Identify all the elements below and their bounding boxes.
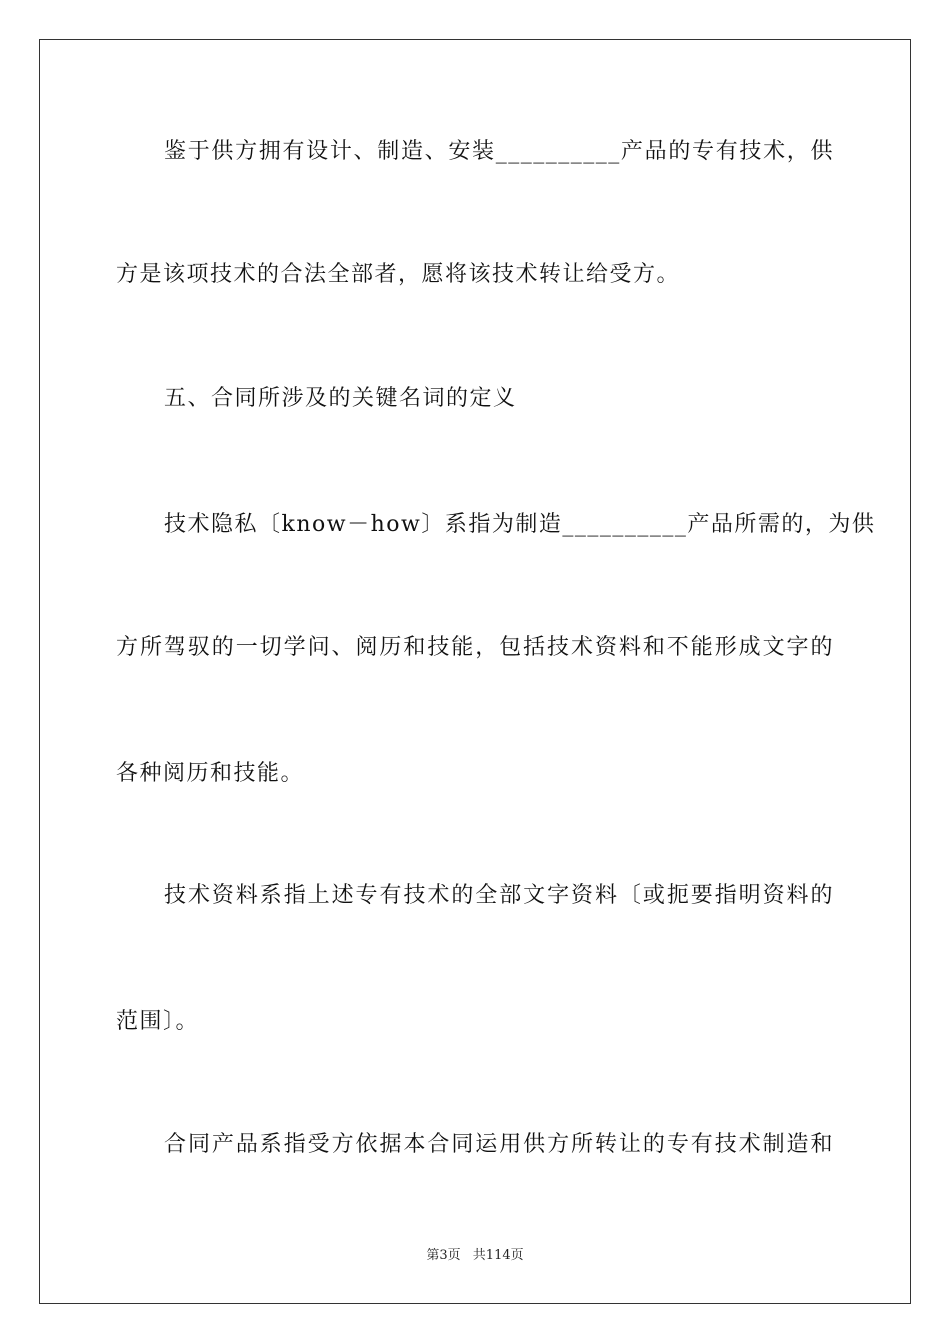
paragraph-line: 方所驾驭的一切学问、阅历和技能，包括技术资料和不能形成文字的: [116, 635, 834, 660]
page-number: 第3页: [426, 1248, 461, 1263]
paragraph-line: 方是该项技术的合法全部者，愿将该技术转让给受方。: [116, 262, 681, 287]
paragraph-line: 各种阅历和技能。: [116, 761, 305, 786]
paragraph-line: 技术资料系指上述专有技术的全部文字资料〔或扼要指明资料的: [164, 883, 834, 908]
paragraph-line: 合同产品系指受方依据本合同运用供方所转让的专有技术制造和: [164, 1132, 834, 1157]
page-footer: [0, 1247, 950, 1265]
paragraph-line: 范围〕。: [116, 1009, 200, 1034]
paragraph-line: 技术隐私〔know－how〕系指为制造__________产品所需的，为供: [164, 512, 876, 537]
page-border: [39, 39, 911, 1304]
section-heading: 五、合同所涉及的关键名词的定义: [164, 386, 517, 411]
paragraph-line: 鉴于供方拥有设计、制造、安装__________产品的专有技术，供: [164, 139, 834, 164]
page-total: 共114页: [472, 1248, 524, 1263]
